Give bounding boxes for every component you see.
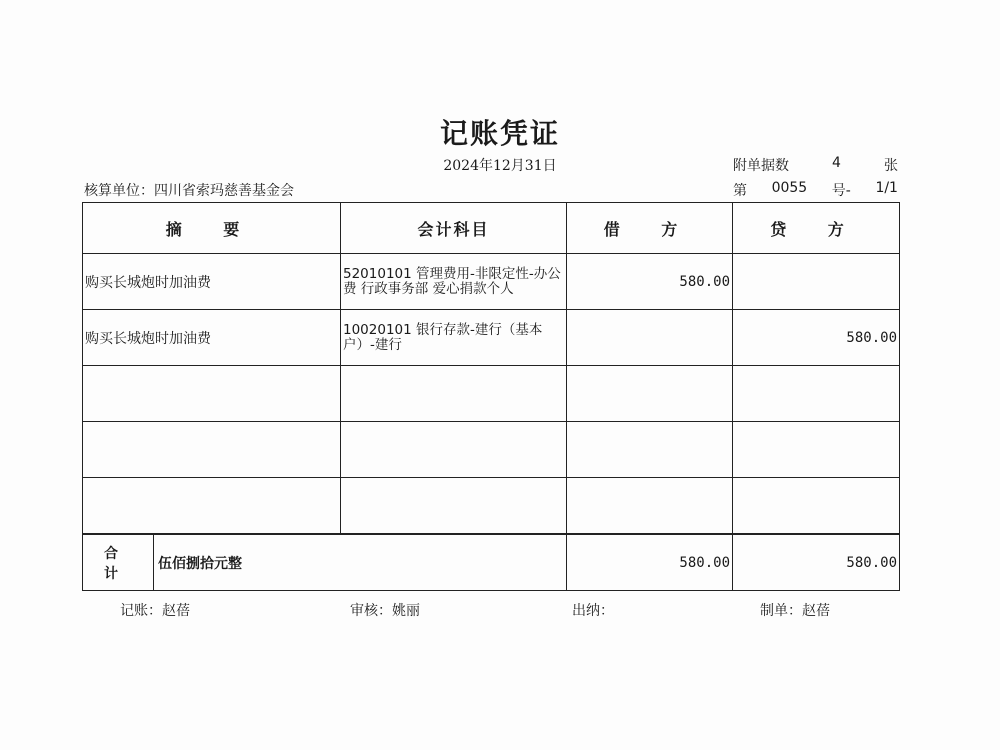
voucher-number [733,180,898,200]
auditor-label: 审核： [350,603,392,619]
row-summary [83,478,341,535]
auditor-name: 姚丽 [392,603,420,619]
attachment-count [733,155,898,175]
voucher-date: 2024年12月31日 [443,158,557,174]
header-subject: 会计科目 [341,203,567,254]
bookkeeper-label: 记账： [120,603,162,619]
accounting-unit-label: 核算单位： [84,183,154,199]
header-summary: 摘 要 [83,203,341,254]
row-credit [733,254,900,310]
row-subject: 10020101 银行存款-建行（基本户）-建行 [341,310,567,366]
row-debit [567,366,733,422]
total-label: 合 计 [83,535,154,590]
auditor [350,600,420,620]
table-row [83,478,900,535]
preparer-name: 赵蓓 [802,603,830,619]
table-row [83,366,900,422]
bookkeeper-name: 赵蓓 [162,603,190,619]
attachment-unit: 张 [883,158,898,174]
total-words-cell [83,534,567,591]
row-subject: 52010101 管理费用-非限定性-办公费 行政事务部 爱心捐款个人 [341,254,567,310]
voucher-table [82,202,900,591]
row-subject [341,422,567,478]
total-credit: 580.00 [733,534,900,591]
voucher-page: 1/1 [875,180,898,196]
row-credit [733,478,900,535]
row-summary [83,422,341,478]
row-summary: 购买长城炮时加油费 [83,310,341,366]
accounting-unit-value: 四川省索玛慈善基金会 [154,183,294,199]
attachment-number: 4 [832,155,841,171]
cashier [572,600,614,620]
row-debit [567,422,733,478]
header-debit: 借 方 [567,203,733,254]
row-summary: 购买长城炮时加油费 [83,254,341,310]
voucher-suffix: 号- [831,183,851,199]
preparer-label: 制单： [760,603,802,619]
header-credit: 贷 方 [733,203,900,254]
cashier-label: 出纳： [572,603,614,619]
bookkeeper [120,600,190,620]
total-row [83,534,900,591]
voucher-number-value: 0055 [771,180,808,196]
table-header-row [83,203,900,254]
total-debit: 580.00 [567,534,733,591]
accounting-unit [84,180,294,200]
row-subject [341,366,567,422]
row-credit [733,422,900,478]
preparer [760,600,830,620]
row-credit: 580.00 [733,310,900,366]
row-debit: 580.00 [567,254,733,310]
table-row [83,310,900,366]
row-credit [733,366,900,422]
total-amount-in-words: 伍佰捌拾元整 [158,555,242,572]
row-debit [567,478,733,535]
table-row [83,422,900,478]
row-debit [567,310,733,366]
voucher-prefix: 第 [733,183,747,199]
row-subject [341,478,567,535]
page-title: 记账凭证 [439,117,560,150]
table-row [83,254,900,310]
row-summary [83,366,341,422]
attachment-label: 附单据数 [733,158,789,174]
